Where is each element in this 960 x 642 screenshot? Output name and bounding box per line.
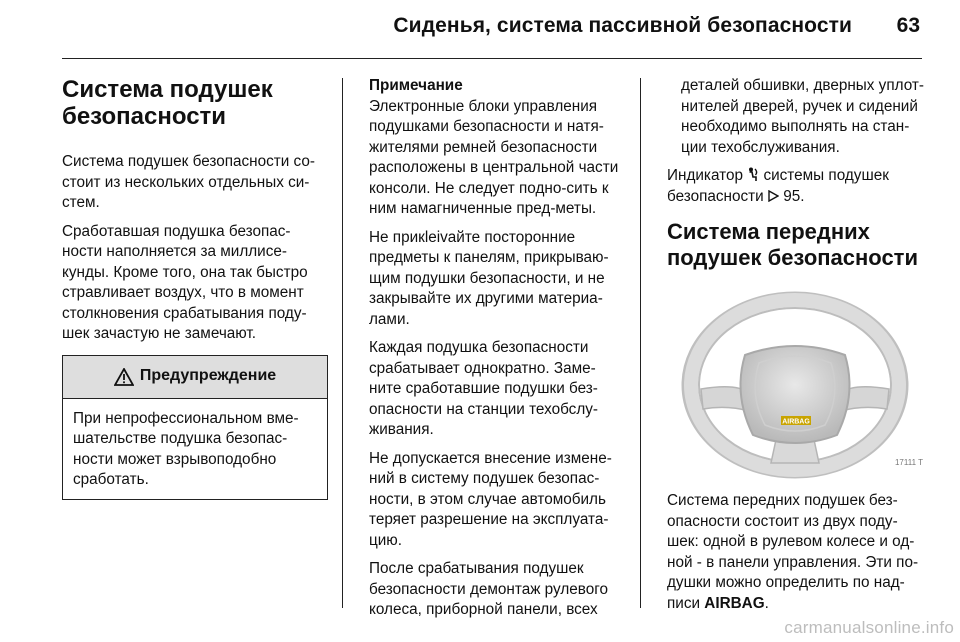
airbag-indicator-icon <box>747 167 763 184</box>
warning-title: Предупреждение <box>139 367 277 385</box>
paragraph: Каждая подушка безопасности срабатывает однократно. Заме-ните сработавшие подушки без-опасности на станции техобслу-живания. <box>369 339 598 438</box>
page-number: 63 <box>896 14 920 37</box>
paragraph: Система подушек безопасности со-стоит из нескольких отдельных си-стем. <box>62 153 315 211</box>
paragraph-continued: деталей обшивки, дверных уплот-нителей дверей, ручек и сидений необходимо выполнять на стан-ции техобслуживания. <box>681 77 924 156</box>
page-reference[interactable]: 95. <box>783 187 805 205</box>
section-heading-airbag-system: Система подушек безопасности <box>62 76 273 130</box>
note-title: Примечание <box>369 77 463 94</box>
paragraph: Не допускается внесение измене-ний в систему подушек безопас-ности, в этом случае автомобиль теряет разрешение на эксплуата-цию. <box>369 449 612 549</box>
warning-box <box>62 355 328 500</box>
paragraph <box>667 491 929 614</box>
paragraph: Не прикleivайте посторонние предметы к панелям, прикрываю-щим подушки безопасности, и не закрывайте их другими материа-лами. <box>369 228 609 328</box>
warning-text: При непрофессиональном вме-шательстве подушка безопас-ности может взрывоподобно сработать. <box>73 409 299 488</box>
note-block <box>369 76 627 220</box>
column-2 <box>369 76 627 629</box>
indicator-paragraph <box>667 166 929 207</box>
column-3 <box>667 76 929 622</box>
paragraph: После срабатывания подушек безопасности демонтаж рулевого колеса, приборной панели, всех <box>369 560 608 618</box>
figure-code: 17111 T <box>894 457 923 467</box>
paragraph: Сработавшая подушка безопас-ности наполняется за миллисе-кунды. Кроме того, она так быстро стравливает воздух, что в момент столкновения срабатывания поду-шек зачастую не замечают. <box>62 222 308 342</box>
page-header-title: Сиденья, система пассивной безопасности <box>393 14 852 37</box>
indicator-prefix: Индикатор <box>667 167 743 184</box>
section-heading-front-airbags: Система передних подушек безопасности <box>667 219 918 270</box>
paragraph-end: . <box>764 594 769 612</box>
note-text: Электронные блоки управления подушками безопасности и натя-жителями ремней безопасности расположены в центральной части консоли. Не следует подно-сить к ним намагниченные пред-меты. <box>369 97 619 217</box>
column-divider-2 <box>640 78 641 608</box>
header-divider <box>62 58 922 59</box>
warning-header <box>63 356 327 399</box>
paragraph-text: Система передних подушек без-опасности состоит из двух поду-шек: одной в рулевом колесе и од-ной - в панели управления. Эти по-душки можно определить по над-писи <box>667 492 919 612</box>
page-reference-arrow-icon <box>768 188 783 205</box>
airbag-embossed-label: AIRBAG <box>782 418 810 426</box>
indicator-text: системы подушек безопасности <box>667 167 889 205</box>
column-1 <box>62 76 328 500</box>
warning-triangle-icon <box>114 368 134 386</box>
steering-wheel-airbag-illustration <box>667 285 929 481</box>
column-divider-1 <box>342 78 343 608</box>
site-watermark: carmanualsonline.info <box>784 618 954 637</box>
airbag-label-bold: AIRBAG <box>704 594 765 612</box>
